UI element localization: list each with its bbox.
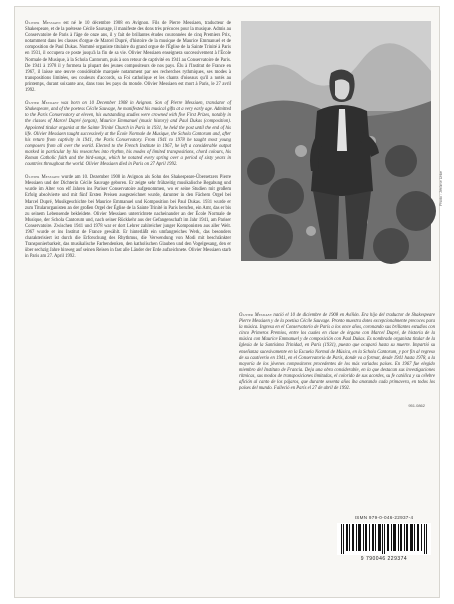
name-lead: Olivier Messiaen [25,21,61,26]
biography-text: was born on 10 December 1908 in Avignon. Son of Pierre Messiaen, translator of Shakespeare, and of the poetess Cécile Sauvage, he manifested his musical gifts at a very early age. Admitted to the Paris Conservatory at eleven, his outstanding studies were crowned with five First Prizes, notably in the classes of Marcel Dupré (organ), Maurice Emmanuel (music history) and Paul Dukas (composition). Appointed titular organist at the Sainte Trinité Church in Paris in 1931, he held the post until the end of his life. Olivier Messiaen taught successively at the École Normale de Musique, the Schola Cantorum and, after his return from captivity in 1941, the Paris Conservatory. From 1941 to 1978 he taught most young composers from all over the world. Elected to the French Institute in 1967, he left a considerable output marked in particular by his researches into rhythm, his modes of limited transpositions, chord colours, his Roman Catholic faith and the bird-songs, which he notated every spring over a period of sixty years in countries throughout the world. Olivier Messiaen died in Paris on 27 April 1992. [25,101,232,168]
right-column [239,21,443,399]
biography-text: est né le 10 décembre 1908 en Avignon. Fils de Pierre Messiaen, traducteur de Shakespeare, et de la poétesse Cécile Sauvage, il manifeste des dons très précoces pour la musique. Admis au Conservatoire de Paris à l'âge de onze ans, il y fait de brillantes études couronnées de cinq Premiers Prix, notamment dans les classes d'orgue de Marcel Dupré, d'histoire de la musique de Maurice Emmanuel et de composition de Paul Dukas. Nommé organiste titulaire du grand orgue de l'Église de la Sainte Trinité à Paris en 1931, il occupera ce poste jusqu'à la fin de sa vie. Olivier Messiaen enseignera successivement à l'École Normale de Musique, à la Schola Cantorum, puis à son retour de captivité en 1941 au Conservatoire de Paris. De 1941 à 1978 il y formera la plupart des jeunes compositeurs de nos pays. Élu à l'Institut de France en 1967, il laisse une œuvre considérable marquée notamment par ses recherches rythmiques, ses modes à transpositions limitées, ses couleurs d'accords, sa Foi catholique et les chants d'oiseaux qu'il a notés au printemps, durant soixante ans, dans tous les pays du monde. Olivier Messiaen est mort à Paris, le 27 avril 1992. [25,21,231,94]
biography-text: nació el 10 de diciembre de 1908 en Aviñón. Era hijo del traductor de Shakespeare Pierre Messiaen y de la poetisa Cécile Sauvage. Pronto muestra dotes excepcionalmente precoces para la música. Ingresa en el Conservatorio de París a los once años, coronando sus brillantes estudios con cinco Primeros Premios, entre los cuales en clase de órgano con Marcel Dupré, de historia de la música con Maurice Emmanuel y de composición con Paul Dukas. Es nombrado organista titular de la Iglesia de la Santísima Trinidad, en París (1931), puesto que ocupará hasta su muerte. Impartió su enseñanza sucesivamente en la Escuela Normal de Música, en la Schola Cantorum, y por fin al regreso de su cautiverio en 1941, en el Conservatorio de París, donde va a formar, desde 1941 hasta 1978, a la mayoría de los jóvenes compositores procedentes de los más variados países. En 1967 fue elegido miembro del Instituto de Francia. Deja una obra considerable, en la que destacan sus investigaciones rítmicas, sus modos de transposiciones limitadas, el colorido de sus acordes, su fe católica y su célebre afición al canto de los pájaros, que durante sesenta años iba anotando cada primavera, en todos los países del mundo. Falleció en París el 27 de abril de 1992. [239,313,436,392]
barcode-bars [337,523,431,555]
biography-german [25,175,231,260]
biography-spanish [239,313,435,392]
barcode [337,523,431,555]
name-lead: Olivier Messiaen [25,175,60,181]
biography-text: wurde am 10. Dezember 1908 in Avignon als Sohn des Shakespeare-Übersetzers Pierre Messiaen und der Dichterin Cécile Sauvage geboren. Er zeigte sehr frühzeitig musikalische Begabung und wurde im Alter von elf Jahren ins Pariser Conservatoire aufgenommen, wo er seine Studien mit großem Erfolg absolvierte und mit fünf Ersten Preisen ausgezeichnet wurde, darunter in den Fächern Orgel bei Marcel Dupré, Musikgeschichte bei Maurice Emmanuel und Komposition bei Paul Dukas. 1931 wurde er zum Titularorganisten an der großen Orgel der Église de la Sainte Trinité in Paris berufen, ein Amt, das er bis zu seinem Lebensende bekleidete. Olivier Messiaen unterrichtete nacheinander an der École Normale de Musique, der Schola Cantorum und, nach seiner Rückkehr aus der Gefangenschaft im Jahr 1941, am Pariser Conservatoire. Zwischen 1941 und 1978 war er dort Lehrer zahlreicher junger Komponisten aus aller Welt. 1967 wurde er ins Institut de France gewählt. Er hinterläßt ein umfangreiches Werk, das besonders charakterisiert ist durch die Erforschung des Rhythmus, die Verwendung von Modi mit beschränkter Transponierbarkeit, das musikalische Farbendenken, den katholischen Glauben und den Vogelgesang, den er über sechzig Jahre hinweg auf seinen Reisen in fast alle Länder der Erde aufzeichnete. Olivier Messiaen starb in Paris am 27. April 1992. [25,175,232,260]
biography-english [25,101,231,168]
ismn-label: ISMN 979-0-046-22937-4 [354,515,414,520]
name-lead: Olivier Messiaen [25,101,59,107]
back-cover-page [14,6,443,598]
photo-illustration [241,21,431,261]
barcode-number: 9 790046 229374 [360,556,408,562]
name-lead: Olivier Messiaen [239,313,272,318]
composer-photo [241,21,443,261]
right-text-block [239,313,435,392]
biography-french [25,21,231,94]
left-text-column [25,21,231,267]
photo-credit: Photo : Jérôme Urbe [439,171,443,207]
catalogue-code: 951.0862 [408,403,425,408]
